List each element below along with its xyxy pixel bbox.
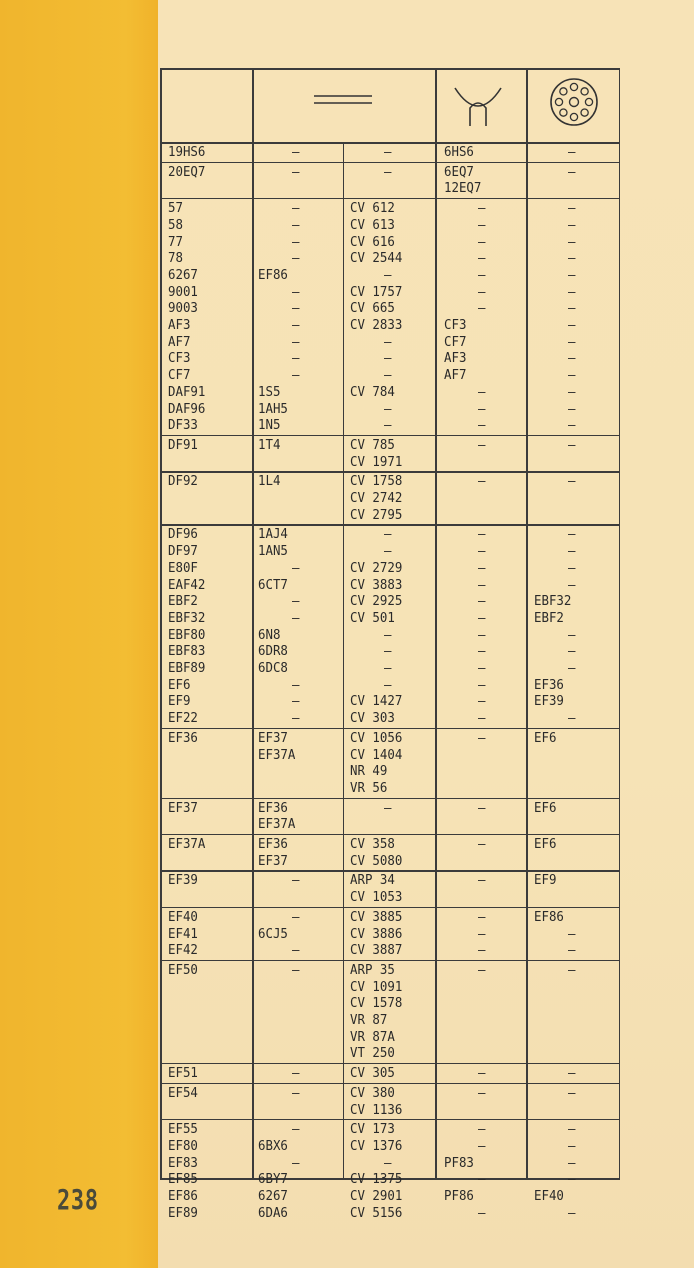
- equivalent-cell: –: [292, 317, 300, 333]
- equivalent-cell: –: [384, 163, 392, 180]
- equivalent-cell: 6DA6: [258, 1204, 288, 1221]
- equivalent-cell: CV 1056 CV 1404 NR 49 VR 56: [350, 729, 403, 796]
- equivalent-cell: EF36: [534, 676, 564, 693]
- equivalent-cell: EF9: [534, 872, 557, 889]
- tube-type-cell: EAF42: [168, 576, 206, 593]
- equivalent-cell: –: [568, 317, 576, 333]
- equivalent-cell: 6EQ7 12EQ7: [444, 163, 482, 197]
- tube-type-cell: EF55: [168, 1121, 198, 1138]
- equivalent-cell: –: [568, 710, 576, 727]
- equivalent-cell: –: [568, 473, 576, 490]
- tube-type-cell: EF22: [168, 710, 198, 727]
- equivalent-cell: –: [568, 1154, 576, 1171]
- equivalent-cell: –: [384, 626, 392, 643]
- tube-equivalents-table: [160, 68, 620, 1221]
- equivalent-cell: 1AN5: [258, 543, 288, 560]
- equivalent-cell: EF39: [534, 693, 564, 710]
- equivalent-cell: –: [568, 1137, 576, 1154]
- equivalent-cell: EF36 EF37: [258, 836, 288, 869]
- equivalent-cell: CV 3886: [350, 925, 403, 942]
- equivalent-cell: –: [478, 473, 486, 490]
- equivalent-cell: CV 2833: [350, 317, 403, 333]
- equivalent-cell: –: [478, 660, 486, 676]
- tube-type-cell: 58: [168, 216, 183, 233]
- tube-type-cell: EBF89: [168, 660, 206, 676]
- equivalent-cell: –: [478, 576, 486, 593]
- equivalent-cell: –: [478, 1171, 486, 1188]
- equivalent-cell: –: [478, 1204, 486, 1221]
- tube-type-cell: EF42: [168, 942, 198, 959]
- equivalent-cell: –: [384, 417, 392, 434]
- equivalent-cell: –: [568, 400, 576, 417]
- equivalent-cell: 6267: [258, 1188, 288, 1204]
- equivalent-cell: –: [478, 400, 486, 417]
- equivalent-cell: –: [568, 925, 576, 942]
- equivalent-cell: –: [478, 266, 486, 283]
- equivalent-cell: CV 1376: [350, 1137, 403, 1154]
- equivalent-cell: EF86: [534, 908, 564, 925]
- equivalent-cell: –: [568, 200, 576, 217]
- equivalent-cell: –: [568, 266, 576, 283]
- equivalent-cell: –: [384, 144, 392, 160]
- equivalent-cell: CV 612: [350, 200, 395, 217]
- equivalent-cell: –: [292, 1065, 300, 1082]
- equivalent-cell: –: [292, 200, 300, 217]
- tube-type-cell: EF39: [168, 872, 198, 889]
- equivalent-cell: –: [478, 250, 486, 267]
- equivalent-cell: CV 3885: [350, 908, 403, 925]
- equivalent-cell: CV 5156: [350, 1204, 403, 1221]
- equivalent-cell: 6DC8: [258, 660, 288, 676]
- equivalent-cell: –: [568, 163, 576, 180]
- equivalent-cell: PF86: [444, 1188, 474, 1204]
- equivalent-cell: ARP 34 CV 1053: [350, 872, 403, 906]
- equivalent-cell: –: [478, 1065, 486, 1082]
- equivalent-cell: –: [478, 526, 486, 543]
- equivalent-cell: –: [292, 1084, 300, 1101]
- equivalent-cell: CF7: [444, 333, 467, 350]
- equivalent-cell: CV 380 CV 1136: [350, 1084, 403, 1118]
- yellow-margin-strip: [0, 0, 158, 1268]
- equivalent-cell: –: [292, 609, 300, 626]
- equivalent-cell: –: [292, 1121, 300, 1138]
- equivalent-cell: CV 785 CV 1971: [350, 436, 403, 470]
- equivalent-cell: CV 2544: [350, 250, 403, 267]
- equivalent-cell: CV 305: [350, 1065, 395, 1082]
- equivalent-cell: –: [292, 300, 300, 317]
- equivalent-cell: CV 2925: [350, 593, 403, 610]
- equivalent-cell: –: [568, 1065, 576, 1082]
- tube-type-cell: EF85: [168, 1171, 198, 1188]
- tube-type-cell: 57: [168, 200, 183, 217]
- equivalent-cell: –: [292, 333, 300, 350]
- equivalent-cell: –: [568, 250, 576, 267]
- equivalent-cell: –: [292, 942, 300, 959]
- equivalent-cell: –: [292, 961, 300, 978]
- equivalent-cell: –: [568, 333, 576, 350]
- equivalent-cell: –: [568, 526, 576, 543]
- equivalent-cell: CV 616: [350, 233, 395, 250]
- equivalent-cell: –: [478, 942, 486, 959]
- equivalent-cell: 6BX6: [258, 1137, 288, 1154]
- equivalent-cell: 1AJ4: [258, 526, 288, 543]
- equivalent-cell: –: [292, 233, 300, 250]
- equivalent-cell: –: [384, 367, 392, 384]
- equivalent-cell: 1N5: [258, 417, 281, 434]
- equivalent-cell: –: [292, 908, 300, 925]
- tube-type-cell: E80F: [168, 559, 198, 576]
- equivalent-cell: –: [478, 283, 486, 300]
- equivalent-cell: 6CJ5: [258, 925, 288, 942]
- equivalent-cell: –: [568, 144, 576, 160]
- tube-type-cell: CF7: [168, 367, 191, 384]
- equivalent-cell: –: [568, 660, 576, 676]
- tube-type-cell: EBF32: [168, 609, 206, 626]
- equivalent-cell: 1AH5: [258, 400, 288, 417]
- tube-type-cell: CF3: [168, 350, 191, 367]
- equivalent-cell: –: [478, 417, 486, 434]
- equivalent-cell: –: [384, 676, 392, 693]
- equivalent-cell: EF86: [258, 266, 288, 283]
- equivalent-cell: CV 1757: [350, 283, 403, 300]
- tube-type-cell: AF7: [168, 333, 191, 350]
- tube-type-cell: AF3: [168, 317, 191, 333]
- tube-type-cell: EF41: [168, 925, 198, 942]
- equivalent-cell: –: [292, 676, 300, 693]
- equivalent-cell: CV 358 CV 5080: [350, 836, 403, 869]
- equivalent-cell: CV 3883: [350, 576, 403, 593]
- equivalent-cell: –: [384, 333, 392, 350]
- tube-type-cell: EBF2: [168, 593, 198, 610]
- equivalent-cell: –: [292, 1154, 300, 1171]
- equivalent-cell: –: [478, 300, 486, 317]
- tube-type-cell: 19HS6: [168, 144, 206, 160]
- tube-type-cell: 9001: [168, 283, 198, 300]
- tube-type-cell: EF37A: [168, 836, 206, 852]
- equivalent-cell: –: [384, 350, 392, 367]
- equivalent-cell: –: [384, 543, 392, 560]
- column-divider: [619, 68, 621, 1178]
- equivalent-cell: –: [568, 576, 576, 593]
- equivalent-cell: –: [478, 799, 486, 816]
- equivalent-cell: CV 173: [350, 1121, 395, 1138]
- column-divider: [526, 68, 528, 1178]
- equivalent-cell: –: [478, 216, 486, 233]
- equivalent-cell: EBF32: [534, 593, 572, 610]
- equivalent-cell: PF83: [444, 1154, 474, 1171]
- equivalent-cell: EBF2: [534, 609, 564, 626]
- equivalent-cell: EF36 EF37A: [258, 799, 296, 833]
- tube-type-cell: DF33: [168, 417, 198, 434]
- equivalent-cell: –: [478, 925, 486, 942]
- equivalent-cell: –: [478, 609, 486, 626]
- tube-type-cell: EF6: [168, 676, 191, 693]
- equivalent-cell: –: [568, 350, 576, 367]
- equivalent-cell: –: [568, 559, 576, 576]
- tube-type-cell: EF50: [168, 961, 198, 978]
- equivalent-cell: –: [568, 383, 576, 400]
- equivalent-cell: CV 2901: [350, 1188, 403, 1204]
- tube-type-cell: EBF80: [168, 626, 206, 643]
- equivalent-cell: 6CT7: [258, 576, 288, 593]
- filament-heater-icon: [448, 78, 508, 128]
- equivalent-cell: EF40: [534, 1188, 564, 1204]
- tube-type-cell: DF91: [168, 436, 198, 453]
- equivalent-cell: –: [568, 216, 576, 233]
- equivalent-cell: 6HS6: [444, 144, 474, 160]
- equivalent-cell: –: [568, 942, 576, 959]
- equivalent-cell: CV 2729: [350, 559, 403, 576]
- table-top-border: [160, 68, 620, 70]
- equivalent-cell: –: [568, 436, 576, 453]
- tube-type-cell: EF80: [168, 1137, 198, 1154]
- equivalent-cell: –: [478, 676, 486, 693]
- equivalent-cell: CV 303: [350, 710, 395, 727]
- equivalent-cell: –: [478, 383, 486, 400]
- page-number: 238: [57, 1183, 99, 1216]
- equivalent-cell: –: [568, 283, 576, 300]
- equivalent-cell: EF6: [534, 799, 557, 816]
- equivalent-cell: –: [292, 559, 300, 576]
- equivalent-cell: –: [292, 872, 300, 889]
- tube-type-cell: 78: [168, 250, 183, 267]
- tube-socket-icon: [547, 74, 601, 130]
- equivalent-cell: –: [568, 417, 576, 434]
- column-divider: [252, 68, 254, 1178]
- equivalent-cell: 1T4: [258, 436, 281, 453]
- equivalent-cell: –: [478, 543, 486, 560]
- equivalent-cell: CV 665: [350, 300, 395, 317]
- equivalent-cell: –: [568, 626, 576, 643]
- equivalent-cell: –: [568, 300, 576, 317]
- equivalent-cell: –: [292, 367, 300, 384]
- column-divider: [343, 142, 344, 1178]
- equivalent-cell: –: [292, 250, 300, 267]
- equivalent-cell: –: [568, 1121, 576, 1138]
- equivalent-cell: –: [478, 233, 486, 250]
- equivalent-cell: CV 1758 CV 2742 CV 2795: [350, 473, 403, 523]
- equivalent-cell: –: [478, 1084, 486, 1101]
- equivalent-cell: 6DR8: [258, 643, 288, 660]
- equivalent-cell: AF3: [444, 350, 467, 367]
- equivalent-cell: –: [478, 836, 486, 852]
- tube-type-cell: EF37: [168, 799, 198, 816]
- equivalent-cell: –: [478, 961, 486, 978]
- equivalent-cell: EF37 EF37A: [258, 729, 296, 763]
- tube-type-cell: DF96: [168, 526, 198, 543]
- equivalent-cell: –: [384, 526, 392, 543]
- equivalent-cell: –: [292, 144, 300, 160]
- equivalent-cell: –: [478, 1137, 486, 1154]
- equivalent-cell: –: [478, 200, 486, 217]
- equivalent-cell: –: [478, 710, 486, 727]
- equivalent-cell: –: [568, 543, 576, 560]
- equivalent-cell: –: [384, 799, 392, 816]
- equivalent-cell: –: [384, 1154, 392, 1171]
- equivalent-cell: CV 613: [350, 216, 395, 233]
- equivalent-cell: –: [568, 367, 576, 384]
- equivalent-cell: –: [292, 693, 300, 710]
- tube-type-cell: EF89: [168, 1204, 198, 1221]
- tube-type-cell: EF36: [168, 729, 198, 746]
- equivalent-cell: –: [478, 1121, 486, 1138]
- tube-type-cell: 6267: [168, 266, 198, 283]
- tube-type-cell: EF54: [168, 1084, 198, 1101]
- equivalent-cell: CV 784: [350, 383, 395, 400]
- equivalent-cell: –: [568, 1084, 576, 1101]
- tube-type-cell: EBF83: [168, 643, 206, 660]
- equivalent-cell: –: [478, 729, 486, 746]
- equivalent-cell: CF3: [444, 317, 467, 333]
- equivalent-cell: –: [478, 436, 486, 453]
- equivalent-cell: –: [384, 266, 392, 283]
- tube-type-cell: DAF96: [168, 400, 206, 417]
- tube-type-cell: 20EQ7: [168, 163, 206, 180]
- dash-equivalent-icon: [310, 92, 380, 108]
- equivalent-cell: AF7: [444, 367, 467, 384]
- equivalent-cell: –: [478, 559, 486, 576]
- tube-type-cell: EF9: [168, 693, 191, 710]
- tube-type-cell: 9003: [168, 300, 198, 317]
- equivalent-cell: –: [384, 643, 392, 660]
- equivalent-cell: 6BY7: [258, 1171, 288, 1188]
- equivalent-cell: –: [292, 163, 300, 180]
- tube-type-cell: 77: [168, 233, 183, 250]
- equivalent-cell: –: [568, 643, 576, 660]
- equivalent-cell: –: [568, 233, 576, 250]
- equivalent-cell: –: [384, 660, 392, 676]
- column-divider: [435, 68, 437, 1178]
- equivalent-cell: EF6: [534, 836, 557, 852]
- tube-type-cell: EF83: [168, 1154, 198, 1171]
- equivalent-cell: –: [478, 693, 486, 710]
- equivalent-cell: –: [478, 593, 486, 610]
- tube-type-cell: DF92: [168, 473, 198, 490]
- equivalent-cell: CV 1427: [350, 693, 403, 710]
- equivalent-cell: –: [478, 643, 486, 660]
- equivalent-cell: 6N8: [258, 626, 281, 643]
- column-divider: [160, 68, 162, 1178]
- tube-type-cell: EF86: [168, 1188, 198, 1204]
- equivalent-cell: –: [384, 400, 392, 417]
- equivalent-cell: 1S5: [258, 383, 281, 400]
- equivalent-cell: 1L4: [258, 473, 281, 490]
- equivalent-cell: –: [292, 283, 300, 300]
- tube-type-cell: EF51: [168, 1065, 198, 1082]
- equivalent-cell: –: [478, 626, 486, 643]
- equivalent-cell: –: [478, 872, 486, 889]
- equivalent-cell: CV 3887: [350, 942, 403, 959]
- tube-type-cell: DF97: [168, 543, 198, 560]
- equivalent-cell: –: [292, 216, 300, 233]
- equivalent-cell: CV 501: [350, 609, 395, 626]
- equivalent-cell: –: [292, 593, 300, 610]
- tube-type-cell: DAF91: [168, 383, 206, 400]
- equivalent-cell: –: [292, 710, 300, 727]
- equivalent-cell: –: [568, 961, 576, 978]
- equivalent-cell: EF6: [534, 729, 557, 746]
- equivalent-cell: –: [478, 908, 486, 925]
- equivalent-cell: –: [568, 1204, 576, 1221]
- equivalent-cell: –: [292, 350, 300, 367]
- equivalent-cell: ARP 35 CV 1091 CV 1578 VR 87 VR 87A VT 250: [350, 961, 403, 1062]
- equivalent-cell: –: [568, 1171, 576, 1188]
- tube-type-cell: EF40: [168, 908, 198, 925]
- equivalent-cell: CV 1375: [350, 1171, 403, 1188]
